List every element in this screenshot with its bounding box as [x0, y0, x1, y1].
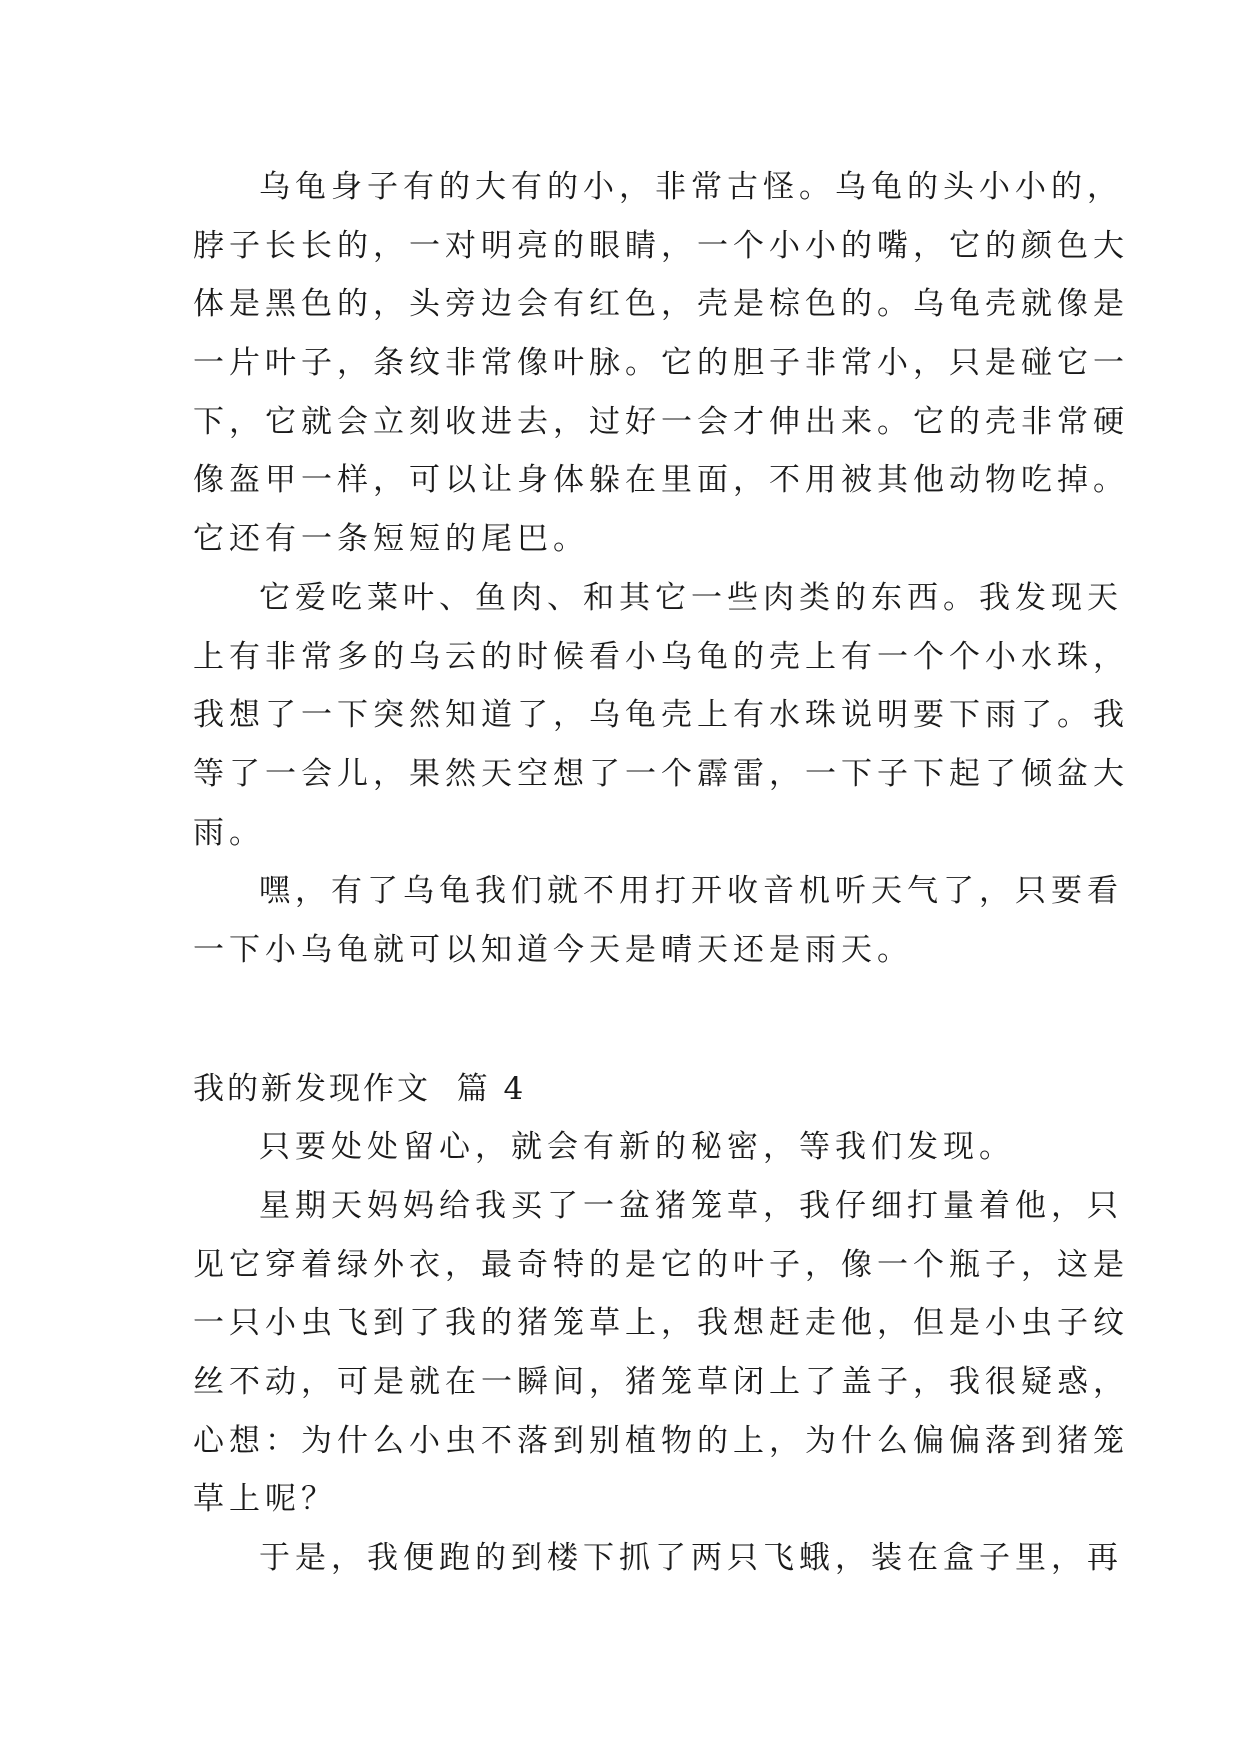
text-line: 上有非常多的乌云的时候看小乌龟的壳上有一个个小水珠， — [193, 638, 1129, 675]
text-line: 于是，我便跑的到楼下抓了两只飞蛾，装在盒子里，再 — [259, 1540, 1123, 1577]
paragraph — [193, 569, 1129, 862]
text-line: 脖子长长的，一对明亮的眼睛，一个小小的嘴，它的颜色大 — [193, 227, 1129, 264]
text-line: 雨。 — [193, 814, 265, 851]
section-spacer — [193, 980, 1073, 1060]
text-line: 只要处处留心，就会有新的秘密，等我们发现。 — [259, 1129, 1015, 1166]
text-line: 嘿，有了乌龟我们就不用打开收音机听天气了，只要看 — [259, 873, 1123, 910]
text-line: 星期天妈妈给我买了一盆猪笼草，我仔细打量着他，只 — [259, 1188, 1123, 1224]
paragraph — [193, 1118, 1073, 1177]
text-line: 下，它就会立刻收进去，过好一会才伸出来。它的壳非常硬 — [193, 403, 1129, 440]
text-line: 等了一会儿，果然天空想了一个霹雷，一下子下起了倾盆大 — [193, 755, 1129, 792]
paragraph — [193, 1529, 1123, 1588]
paragraph — [193, 862, 1123, 979]
text-line: 一片叶子，条纹非常像叶脉。它的胆子非常小，只是碰它一 — [193, 345, 1129, 382]
text-line: 我想了一下突然知道了，乌龟壳上有水珠说明要下雨了。我 — [193, 697, 1129, 734]
text-line: 一下小乌龟就可以知道今天是晴天还是雨天。 — [193, 931, 913, 968]
document-body — [193, 158, 1129, 1588]
text-line: 草上呢？ — [193, 1481, 337, 1518]
text-line: 见它穿着绿外衣，最奇特的是它的叶子，像一个瓶子，这是 — [193, 1246, 1129, 1283]
text-line: 体是黑色的，头旁边会有红色，壳是棕色的。乌龟壳就像是 — [193, 286, 1129, 323]
text-line: 它还有一条短短的尾巴。 — [193, 521, 589, 558]
text-line: 心想：为什么小虫不落到别植物的上，为什么偏偏落到猪笼 — [193, 1422, 1129, 1459]
text-line: 丝不动，可是就在一瞬间，猪笼草闭上了盖子，我很疑惑， — [193, 1364, 1129, 1401]
text-line: 它爱吃菜叶、鱼肉、和其它一些肉类的东西。我发现天 — [259, 579, 1123, 616]
section-heading: 我的新发现作文 篇 4 — [193, 1070, 527, 1107]
paragraph — [193, 158, 1129, 569]
text-line: 像盔甲一样，可以让身体躲在里面，不用被其他动物吃掉。 — [193, 462, 1129, 499]
text-line: 乌龟身子有的大有的小，非常古怪。乌龟的头小小的， — [259, 169, 1123, 205]
paragraph — [193, 1177, 1129, 1529]
text-line: 一只小虫飞到了我的猪笼草上，我想赶走他，但是小虫子纹 — [193, 1305, 1129, 1342]
